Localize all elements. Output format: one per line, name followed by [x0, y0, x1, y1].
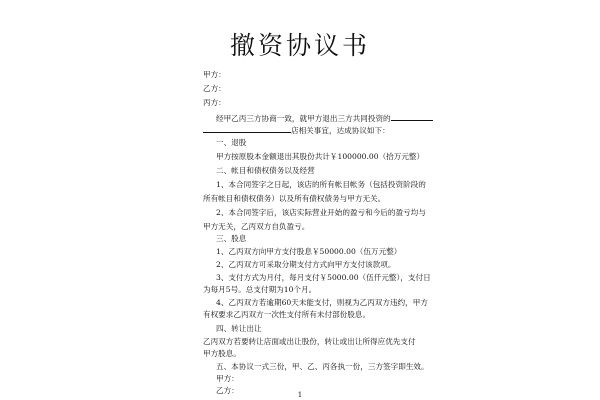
section-2-p1-line-2: 所有帐目和债权债务）以及所有债权债务与甲方无关。 [203, 194, 386, 203]
section-2-p2-line-1: 2、本合同签字后，该店实际营业开始的盈亏和今后的盈亏均与 [216, 208, 426, 217]
party-b-label: 乙方： [203, 84, 226, 93]
section-3-p3-line-1: 3、支付方式为月付，每月支付￥5000.00（伍仟元整），支付日 [216, 273, 431, 282]
section-2-p2-line-2: 甲方无关，乙丙双方自负盈亏。 [203, 222, 310, 231]
section-3-p4-line-2: 有权要求乙丙双方一次性支付所有未付部份股息。 [203, 310, 371, 319]
signature-party-a: 甲方： [216, 374, 239, 383]
shop-name-blank-2 [203, 124, 291, 133]
intro-text-2: 店相关事宜，达成协议如下： [291, 126, 390, 135]
party-c-label: 丙方： [203, 98, 226, 107]
section-4-line-2: 甲方股息。 [203, 349, 241, 358]
intro-line-2 [203, 124, 390, 136]
intro-text-1: 经甲乙丙三方协商一致，就甲方退出三方共同投资的 [216, 114, 391, 123]
section-5: 五、本协议一式三份，甲、乙、丙各执一份，三方签字即生效。 [216, 362, 429, 371]
section-2-p1-line-1: 1、本合同签字之日起，该店的所有帐目帐务（包括投资阶段的 [216, 180, 426, 189]
section-3-p3-line-2: 为每月5号。总支付期为10个月。 [203, 285, 317, 294]
signature-party-b: 乙方： [216, 386, 239, 395]
shop-name-blank [391, 112, 433, 121]
section-4-heading: 四、转让出让 [216, 324, 262, 333]
page-number: 1 [297, 391, 303, 399]
party-a-label: 甲方： [203, 70, 226, 79]
section-3-heading: 三、股息 [216, 234, 247, 243]
section-3-p4-line-1: 4、乙丙双方若逾期60天未能支付，则视为乙丙双方违约，甲方 [216, 298, 428, 307]
section-4-line-1: 乙丙双方若要转让店面或出让股份，转让或出让所得应优先支付 [203, 337, 416, 346]
section-2-heading: 二、帐目和债权债务以及经营 [216, 166, 315, 175]
section-1-text: 甲方按原股本金额退出其股份共计￥100000.00（拾万元整） [216, 152, 425, 161]
intro-line-1 [216, 112, 433, 124]
section-3-p1: 1、乙丙双方向甲方支付股息￥50000.00（伍万元整） [216, 247, 402, 256]
section-1-heading: 一、退股 [216, 138, 247, 147]
section-3-p2: 2、乙丙双方可采取分期支付方式向甲方支付该款项。 [216, 260, 396, 269]
document-title: 撤资协议书 [229, 31, 370, 60]
